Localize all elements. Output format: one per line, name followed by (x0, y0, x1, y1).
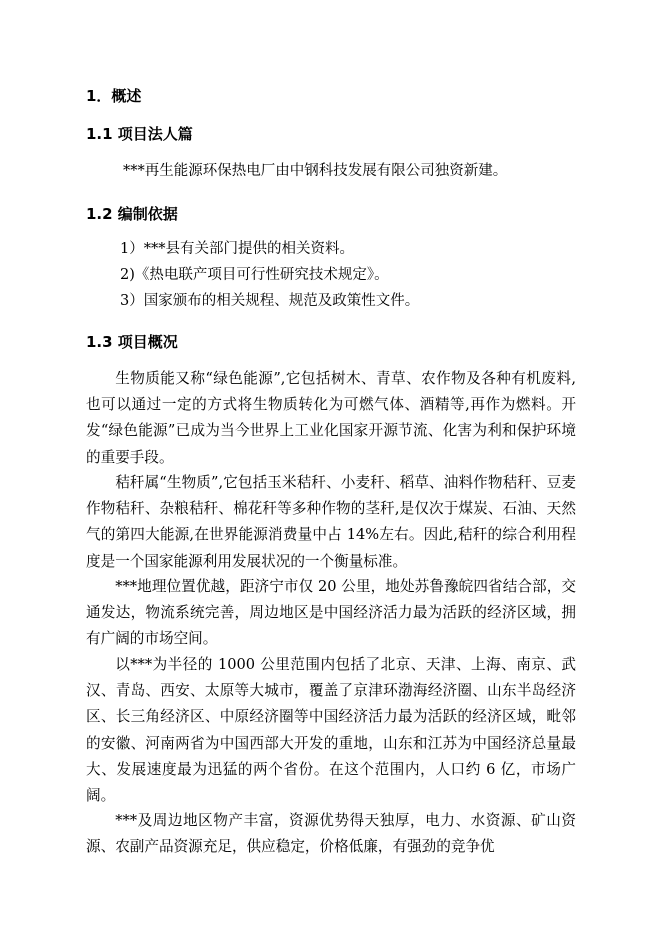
basis-item-2: 2)《热电联产项目可行性研究技术规定》。 (120, 267, 389, 283)
summary-paragraph-2: 秸秆属“生物质”,它包括玉米秸秆、小麦秆、稻草、油料作物秸秆、豆麦作物秸秆、杂粮秸秆、棉花秆等多种作物的茎秆,是仅次于煤炭、石油、天然气的第四大能源,在世界能源消费量中占 14%左右。因此,秸秆的综合利用程度是一个国家能源利用发展状况的一个衡量标准。 (86, 474, 576, 570)
summary-paragraph-4: 以***为半径的 1000 公里范围内包括了北京、天津、上海、南京、武汉、青岛、西安、太原等大城市，覆盖了京津环渤海经济圈、山东半岛经济区、长三角经济区、中原经济圈等中国经济活力最为活跃的经济区域，毗邻的安徽、河南两省为中国西部大开发的重地，山东和江苏为中国经济总量最大、发展速度最为迅猛的两个省份。在这个范围内，人口约 6 亿，市场广阔。 (86, 656, 576, 805)
section-1-2-title: 1.2 编制依据 (86, 205, 178, 223)
section-1-1-title: 1.1 项目法人篇 (86, 125, 193, 143)
basis-item-1: 1）***县有关部门提供的相关资料。 (120, 241, 354, 257)
basis-item-3: 3）国家颁布的相关规程、规范及政策性文件。 (120, 293, 420, 309)
summary-paragraph-5: ***及周边地区物产丰富，资源优势得天独厚，电力、水资源、矿山资源、农副产品资源充足，供应稳定，价格低廉，有强劲的竞争优 (86, 812, 576, 856)
summary-paragraph-3: ***地理位置优越，距济宁市仅 20 公里，地处苏鲁豫皖四省结合部，交通发达，物流系统完善，周边地区是中国经济活力最为活跃的经济区域，拥有广阔的市场空间。 (86, 578, 576, 648)
section-1-1-text: ***再生能源环保热电厂由中钢科技发展有限公司独资新建。 (123, 163, 508, 179)
section-1-3-title: 1.3 项目概况 (86, 333, 178, 351)
summary-paragraph-1: 生物质能又称“绿色能源”,它包括树木、青草、农作物及各种有机废料,也可以通过一定的方式将生物质转化为可燃气体、酒精等,再作为燃料。开发“绿色能源”已成为当今世界上工业化国家开源节流、化害为利和保护环境的重要手段。 (86, 370, 576, 466)
section-1-title: 1．概述 (86, 87, 142, 105)
